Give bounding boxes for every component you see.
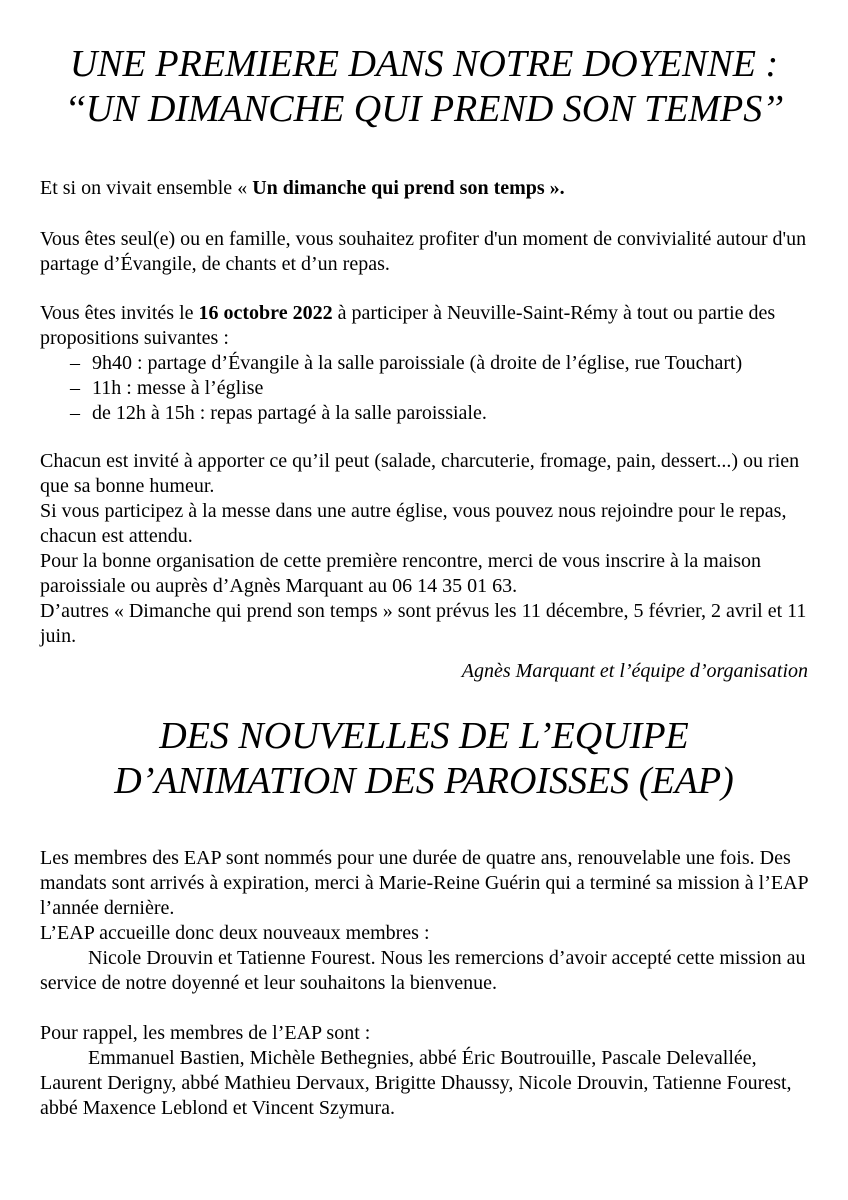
intro-text-bold: Un dimanche qui prend son temps ». xyxy=(252,177,565,199)
article2-title-line2: D’ANIMATION DES PAROISSES (EAP) xyxy=(114,760,734,802)
article1-title-line2: ‘‘UN DIMANCHE QUI PREND SON TEMPS’’ xyxy=(64,88,784,130)
article2-title-line1: DES NOUVELLES DE L’EQUIPE xyxy=(159,715,689,757)
article1-title xyxy=(40,42,808,132)
eap-accueil-text: L’EAP accueille donc deux nouveaux membres : xyxy=(40,922,430,944)
article1-title-line1: UNE PREMIERE DANS NOTRE DOYENNE : xyxy=(69,43,779,85)
details-block xyxy=(40,449,808,649)
schedule-item-messe xyxy=(40,376,808,401)
detail-autre-eglise: Si vous participez à la messe dans une autre église, vous pouvez nous rejoindre pour le repas, chacun est attendu. xyxy=(40,500,787,547)
invitation-text-post: à participer à Neuville-Saint-Rémy à tout ou partie des propositions suivantes : xyxy=(40,302,776,349)
schedule-list xyxy=(40,351,808,426)
detail-inscription: Pour la bonne organisation de cette première rencontre, merci de vous inscrire à la maison paroissiale ou auprès d’Agnès Marquant au 06 14 35 01 63. xyxy=(40,550,762,597)
eap-members-list-text: Emmanuel Bastien, Michèle Bethegnies, abbé Éric Boutrouille, Pascale Delevallée, Laurent Derigny, abbé Mathieu Dervaux, Brigitte Dhaussy, Nicole Drouvin, Tatienne Fourest, abbé Maxence Leblond et Vincent Szymura. xyxy=(40,1047,792,1119)
schedule-item-evangile xyxy=(40,351,808,376)
schedule-item-text: 9h40 : partage d’Évangile à la salle paroissiale (à droite de l’église, rue Touchart) xyxy=(92,352,743,374)
dash-bullet: – xyxy=(70,377,80,399)
article2-title xyxy=(40,714,808,804)
paragraph-invitation xyxy=(40,301,808,351)
paragraph-intro xyxy=(40,176,808,201)
eap-mandats-text: Les membres des EAP sont nommés pour une durée de quatre ans, renouvelable une fois. Des mandats sont arrivés à expiration, merci à Marie-Reine Guérin qui a terminé sa mission à l’EAP l’année dernière. xyxy=(40,847,808,919)
eap-nouveaux-membres-text: Nicole Drouvin et Tatienne Fourest. Nous les remercions d’avoir accepté cette mission au service de notre doyenné et leur souhaitons la bienvenue. xyxy=(40,947,806,994)
intro-text-regular: Et si on vivait ensemble « xyxy=(40,177,253,199)
invitation-text-pre: Vous êtes invités le xyxy=(40,302,199,324)
eap-rappel-text: Pour rappel, les membres de l’EAP sont : xyxy=(40,1022,371,1044)
schedule-item-text: de 12h à 15h : repas partagé à la salle paroissiale. xyxy=(92,402,487,424)
dash-bullet: – xyxy=(70,402,80,424)
signature-line: Agnès Marquant et l’équipe d’organisation xyxy=(461,660,808,682)
invitation-date-bold: 16 octobre 2022 xyxy=(198,302,333,324)
eap-members-block xyxy=(40,1021,808,1121)
detail-prochaines-dates: D’autres « Dimanche qui prend son temps » sont prévus les 11 décembre, 5 février, 2 avril et 11 juin. xyxy=(40,600,807,647)
paragraph-famille: Vous êtes seul(e) ou en famille, vous souhaitez profiter d'un moment de convivialité autour d'un partage d’Évangile, de chants et d’un repas. xyxy=(40,228,807,275)
eap-news-block xyxy=(40,846,808,996)
schedule-item-text: 11h : messe à l’église xyxy=(92,377,264,399)
dash-bullet: – xyxy=(70,352,80,374)
schedule-item-repas xyxy=(40,401,808,426)
detail-apporter: Chacun est invité à apporter ce qu’il peut (salade, charcuterie, fromage, pain, dessert...) ou rien que sa bonne humeur. xyxy=(40,450,800,497)
